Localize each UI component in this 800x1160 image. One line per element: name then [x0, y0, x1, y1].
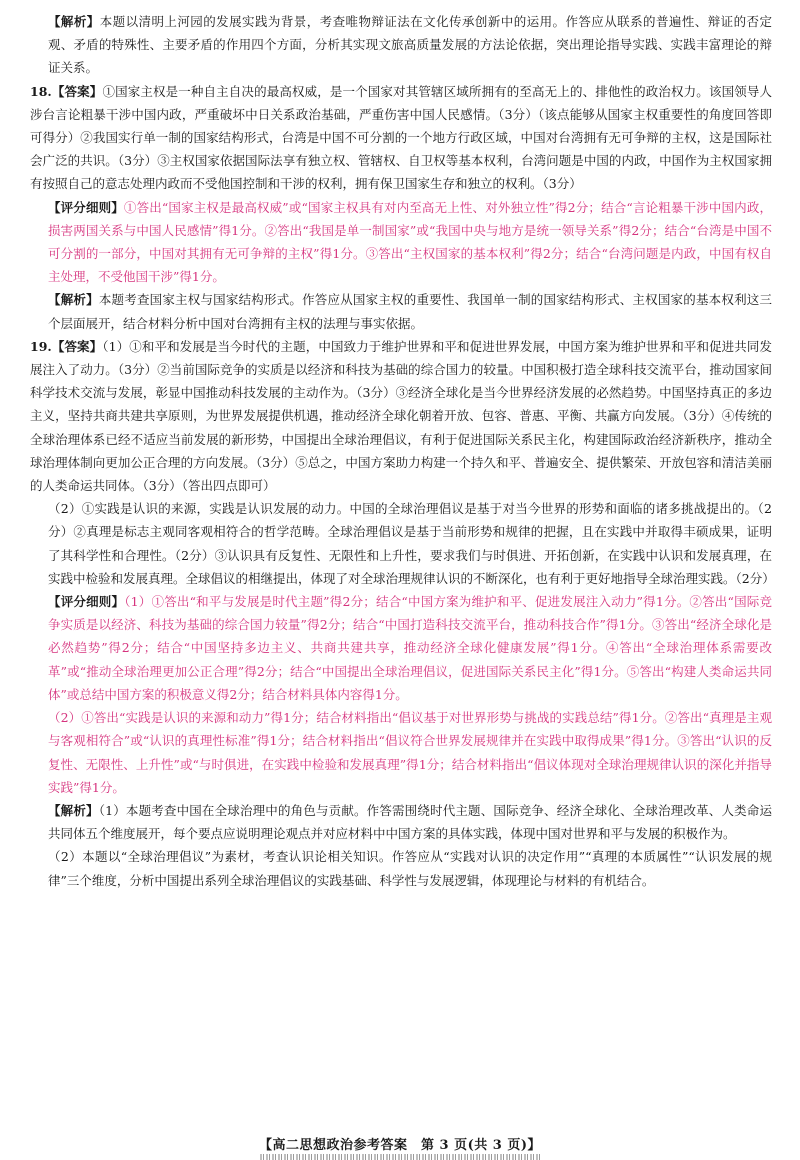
- q19-answer: [30, 335, 772, 497]
- analysis-tag: 【解析】: [48, 802, 99, 818]
- page-footer: 【高二思想政治参考答案 第 3 页(共 3 页)】: [259, 1138, 541, 1153]
- q18-analysis: [30, 288, 772, 334]
- q19-analysis-part-2: [30, 845, 772, 891]
- rubric-tag: 【评分细则】: [48, 199, 124, 215]
- q18-rubric: [30, 196, 772, 289]
- barcode: [260, 1154, 540, 1160]
- q19-rubric: [30, 590, 772, 706]
- page-content: [30, 10, 775, 892]
- q17-analysis: [30, 10, 772, 80]
- analysis-text: 本题考查国家主权与国家结构形式。作答应从国家主权的重要性、我国单一制的国家结构形式、主权国家的基本权利这三个层面展开，结合材料分析中国对台湾拥有主权的法理与事实依据。: [48, 292, 772, 331]
- q19-rubric-part-2: [30, 706, 772, 799]
- answer-tag: 【答案】: [51, 83, 103, 99]
- q19-answer-part-2: [30, 497, 775, 590]
- analysis-part-1: （1）本题考查中国在全球治理中的角色与贡献。作答需围绕时代主题、国际竞争、经济全球化、全球治理改革、人类命运共同体五个维度展开，每个要点应说明理论观点并对应材料中中国方案的具体实践，体现中国对世界和平与发展的积极作为。: [48, 802, 772, 842]
- q19-analysis: [30, 799, 772, 845]
- rubric-text: ①答出“国家主权是最高权威”或“国家主权具有对内至高无上性、对外独立性”得2分；结合“言论粗暴干涉中国内政，损害两国关系与中国人民感情”得1分。②答出“我国是单一制国家”或“我国中央与地方是统一领导关系”得2分；结合“台湾是中国不可分割的一部分，中国对其拥有无可争辩的主权”得1分。③答出“主权国家的基本权利”得2分；结合“台湾问题是内政，中国有权自主处理，不受他国干涉”得1分。: [48, 199, 772, 285]
- answer-part-1: （1）①和平和发展是当今时代的主题，中国致力于维护世界和平和促进世界发展，中国方案为维护世界和平和促进共同发展注入了动力。（3分）②当前国际竞争的实质是以经济和科技为基础的综合国力的较量。中国积极打造全球科技交流平台，推动国家间科学技术交流与发展，彰显中国推动科技发展的主动作为。（3分）③经济全球化是当今世界经济发展的必然趋势。中国坚持真正的多边主义，坚持共商共建共享原则，为世界发展提供机遇，推动经济全球化朝着开放、包容、普惠、平衡、共赢方向发展。（3分）④传统的全球治理体系已经不适应当前发展的新形势，中国提出全球治理倡议，有利于促进国际关系民主化，构建国际政治经济新秩序，推动全球治理体制向更加公正合理的方向发展。（3分）⑤总之，中国方案助力构建一个持久和平、普遍安全、提供繁荣、开放包容和清洁美丽的人类命运共同体。（3分）（答出四点即可）: [30, 338, 772, 494]
- rubric-part-1: （1）①答出“和平与发展是时代主题”得2分；结合“中国方案为维护和平、促进发展注入动力”得1分。②答出“国际竞争实质是以经济、科技为基础的综合国力较量”得2分；结合“中国打造科技交流平台，推动科技合作”得1分。③答出“经济全球化是必然趋势”得2分；结合“中国坚持多边主义、共商共建共享，推动经济全球化健康发展”得1分。④答出“全球治理体系需要改革”或“推动全球治理更加公正合理”得2分；结合“中国提出全球治理倡议，促进国际关系民主化”得1分。⑤答出“构建人类命运共同体”或总结中国方案的积极意义得2分；结合材料具体内容得1分。: [48, 594, 772, 702]
- rubric-tag: 【评分细则】: [48, 594, 125, 610]
- analysis-tag: 【解析】: [48, 14, 100, 29]
- rubric-part-2: （2）①答出“实践是认识的来源和动力”得1分；结合材料指出“倡议基于对世界形势与挑战的实践总结”得1分。②答出“真理是主观与客观相符合”或“认识的真理性标准”得1分；结合材料指出“倡议符合世界发展规律并在实践中取得成果”得1分。③答出“认识的反复性、无限性、上升性”或“与时俱进，在实践中检验和发展真理”得1分；结合材料指出“倡议体现对全球治理规律认识的深化并指导实践”得1分。: [48, 710, 772, 795]
- answer-part-2: （2）①实践是认识的来源，实践是认识发展的动力。中国的全球治理倡议是基于对当今世界的形势和面临的诸多挑战提出的。（2分）②真理是标志主观同客观相符合的哲学范畴。全球治理倡议是基于当前形势和规律的把握，且在实践中并取得丰硕成果，证明了其科学性和合理性。（2分）③认识具有反复性、无限性和上升性，要求我们与时俱进、开拓创新，在实践中认识和发展真理，在实践中检验和发展真理。全球倡议的相继提出，体现了对全球治理规律认识的不断深化，也有利于更好地指导全球治理实践。（2分）: [48, 501, 775, 586]
- analysis-text: 本题以清明上河园的发展实践为背景，考查唯物辩证法在文化传承创新中的运用。作答应从联系的普遍性、辩证的否定观、矛盾的特殊性、主要矛盾的作用四个方面，分析其实现文旅高质量发展的方法论依据，突出理论指导实践、实践丰富理论的辩证关系。: [48, 14, 772, 76]
- answer-tag: 【答案】: [51, 338, 103, 354]
- question-number: 19.: [30, 338, 52, 354]
- q18-answer: [30, 80, 772, 196]
- analysis-part-2: （2）本题以“全球治理倡议”为素材，考查认识论相关知识。作答应从“实践对认识的决定作用”“真理的本质属性”“认识发展的规律”三个维度，分析中国提出系列全球治理倡议的实践基础、科学性与发展逻辑，体现理论与材料的有机结合。: [48, 849, 772, 888]
- answer-text: ①国家主权是一种自主自决的最高权威，是一个国家对其管辖区域所拥有的至高无上的、排他性的政治权力。该国领导人涉台言论粗暴干涉中国内政，严重破坏中日关系政治基础，严重伤害中国人民感情。（3分）（该点能够从国家主权重要性的角度回答即可得分）②我国实行单一制的国家结构形式，台湾是中国不可分割的一个地方行政区域，中国对台湾拥有无可争辩的主权，这是国际社会广泛的共识。（3分）③主权国家依据国际法享有独立权、管辖权、自卫权等基本权利，台湾问题是中国的内政，中国作为主权国家拥有按照自己的意志处理内政而不受他国控制和干涉的权利，拥有保卫国家生存和独立的权利。（3分）: [30, 83, 772, 192]
- question-number: 18.: [30, 83, 52, 99]
- analysis-tag: 【解析】: [48, 292, 99, 308]
